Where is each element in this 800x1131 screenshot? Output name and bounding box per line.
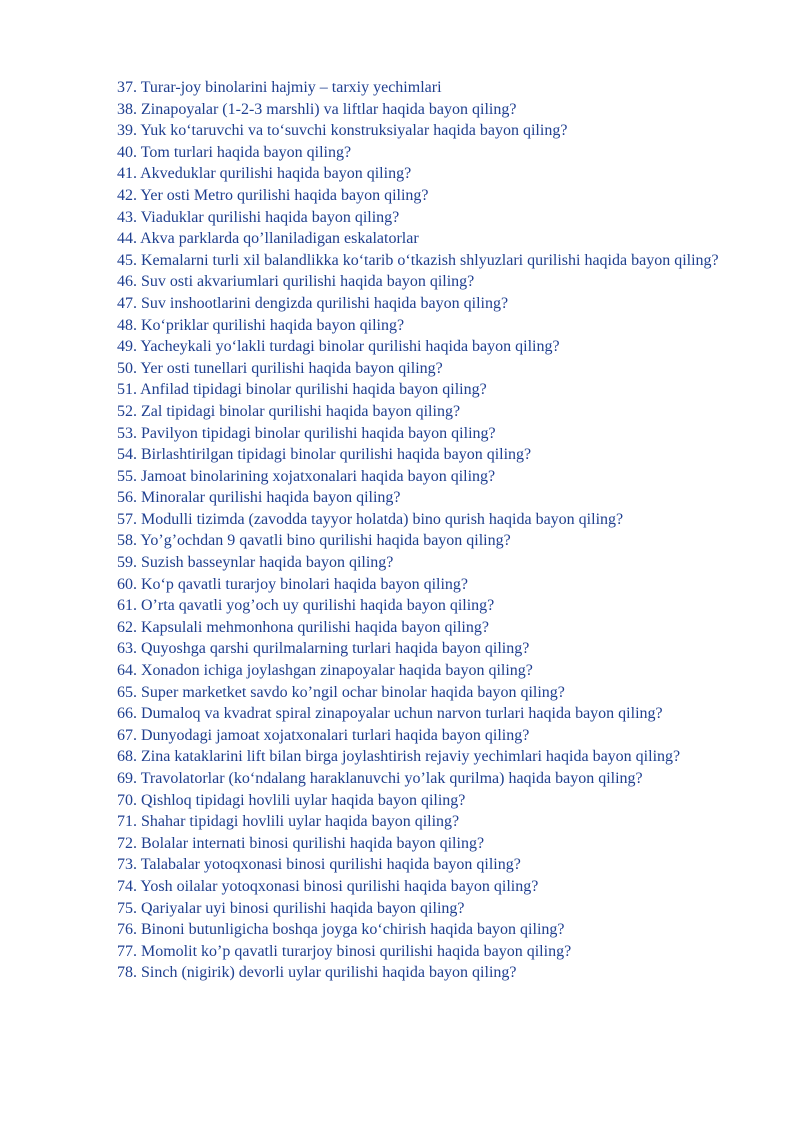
list-item: 57. Modulli tizimda (zavodda tayyor holatda) bino qurish haqida bayon qiling? xyxy=(117,510,624,528)
list-item: 75. Qariyalar uyi binosi qurilishi haqida bayon qiling? xyxy=(117,899,465,917)
list-item: 51. Anfilad tipidagi binolar qurilishi haqida bayon qiling? xyxy=(117,381,487,399)
list-item: 44. Akva parklarda qo’llaniladigan eskalatorlar xyxy=(117,230,419,248)
list-item: 66. Dumaloq va kvadrat spiral zinapoyalar uchun narvon turlari haqida bayon qiling? xyxy=(117,705,663,723)
list-item: 53. Pavilyon tipidagi binolar qurilishi haqida bayon qiling? xyxy=(117,424,496,442)
list-item: 48. Ko‘priklar qurilishi haqida bayon qiling? xyxy=(117,316,405,334)
list-item: 40. Tom turlari haqida bayon qiling? xyxy=(117,143,352,161)
list-item: 50. Yer osti tunellari qurilishi haqida bayon qiling? xyxy=(117,359,443,377)
list-item: 39. Yuk ko‘taruvchi va to‘suvchi konstruksiyalar haqida bayon qiling? xyxy=(117,122,568,140)
list-item: 38. Zinapoyalar (1-2-3 marshli) va liftlar haqida bayon qiling? xyxy=(117,100,517,118)
list-item: 60. Ko‘p qavatli turarjoy binolari haqida bayon qiling? xyxy=(117,575,469,593)
list-item: 67. Dunyodagi jamoat xojatxonalari turlari haqida bayon qiling? xyxy=(117,726,530,744)
list-item: 49. Yacheykali yo‘lakli turdagi binolar qurilishi haqida bayon qiling? xyxy=(117,338,560,356)
list-item: 58. Yo’g’ochdan 9 qavatli bino qurilishi haqida bayon qiling? xyxy=(117,532,511,550)
list-item: 74. Yosh oilalar yotoqxonasi binosi qurilishi haqida bayon qiling? xyxy=(117,877,539,895)
list-item: 69. Travolatorlar (ko‘ndalang haraklanuvchi yo’lak qurilma) haqida bayon qiling? xyxy=(117,770,643,787)
list-item: 65. Super marketket savdo ko’ngil ochar binolar haqida bayon qiling? xyxy=(117,683,565,701)
list-item: 37. Turar-joy binolarini hajmiy – tarxiy yechimlari xyxy=(117,79,442,96)
list-item: 77. Momolit ko’p qavatli turarjoy binosi qurilishi haqida bayon qiling? xyxy=(117,942,572,960)
list-item: 76. Binoni butunligicha boshqa joyga ko‘chirish haqida bayon qiling? xyxy=(117,921,565,939)
list-item: 64. Xonadon ichiga joylashgan zinapoyalar haqida bayon qiling? xyxy=(117,662,533,680)
list-item: 47. Suv inshootlarini dengizda qurilishi haqida bayon qiling? xyxy=(117,294,509,312)
list-item: 68. Zina kataklarini lift bilan birga joylashtirish rejaviy yechimlari haqida bayon qiling? xyxy=(117,748,681,766)
list-item: 52. Zal tipidagi binolar qurilishi haqida bayon qiling? xyxy=(117,402,461,420)
list-item: 41. Akveduklar qurilishi haqida bayon qiling? xyxy=(117,165,412,183)
list-item: 45. Kemalarni turli xil balandlikka ko‘tarib o‘tkazish shlyuzlari qurilishi haqida bayon qiling? xyxy=(117,251,719,269)
list-item: 72. Bolalar internati binosi qurilishi haqida bayon qiling? xyxy=(117,834,485,852)
list-item: 70. Qishloq tipidagi hovlili uylar haqida bayon qiling? xyxy=(117,791,466,809)
list-item: 56. Minoralar qurilishi haqida bayon qiling? xyxy=(117,489,401,507)
list-item: 42. Yer osti Metro qurilishi haqida bayon qiling? xyxy=(117,186,429,204)
question-list xyxy=(117,77,742,984)
list-item: 46. Suv osti akvariumlari qurilishi haqida bayon qiling? xyxy=(117,273,475,291)
list-item: 43. Viaduklar qurilishi haqida bayon qiling? xyxy=(117,208,400,226)
list-item: 78. Sinch (nigirik) devorli uylar qurilishi haqida bayon qiling? xyxy=(117,964,517,982)
list-item: 73. Talabalar yotoqxonasi binosi qurilishi haqida bayon qiling? xyxy=(117,856,521,874)
list-item: 63. Quyoshga qarshi qurilmalarning turlari haqida bayon qiling? xyxy=(117,640,530,658)
list-item: 59. Suzish basseynlar haqida bayon qiling? xyxy=(117,554,394,572)
list-item: 55. Jamoat binolarining xojatxonalari haqida bayon qiling? xyxy=(117,467,496,485)
list-item: 61. O’rta qavatli yog’och uy qurilishi haqida bayon qiling? xyxy=(117,597,495,615)
list-item: 54. Birlashtirilgan tipidagi binolar qurilishi haqida bayon qiling? xyxy=(117,446,532,464)
list-item: 62. Kapsulali mehmonhona qurilishi haqida bayon qiling? xyxy=(117,618,489,636)
list-item: 71. Shahar tipidagi hovlili uylar haqida bayon qiling? xyxy=(117,813,460,831)
